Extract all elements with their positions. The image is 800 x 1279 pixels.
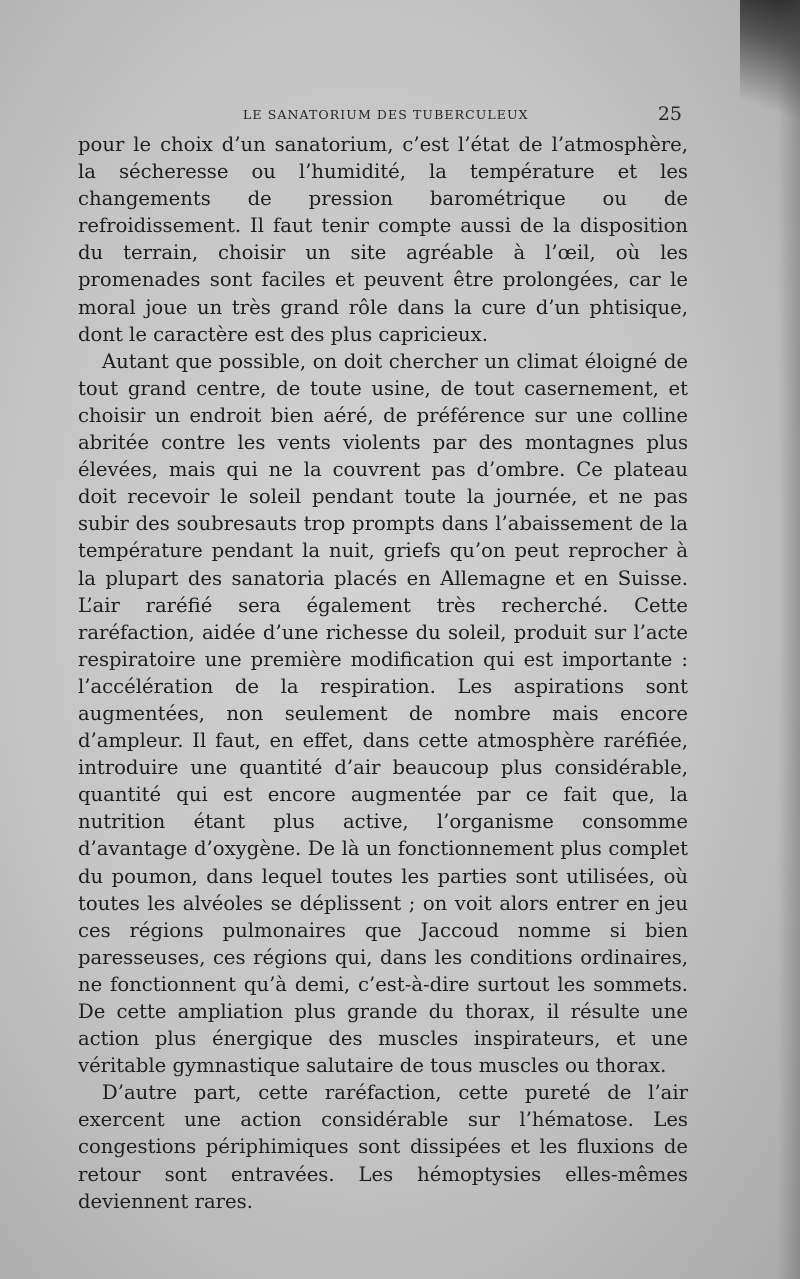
paragraph-1: pour le choix d’un sanatorium, c’est l’état de l’atmosphère, la sécheresse ou l’humidité, la température et les changements de pression barométrique ou de refroidissement. Il faut tenir compte aussi de la disposition du terrain, choisir un site agréable à l’œil, où les promenades sont faciles et peuvent être prolongées, car le moral joue un très grand rôle dans la cure d’un phtisique, dont le caractère est des plus capricieux. [78, 133, 688, 346]
page-number: 25 [657, 103, 682, 125]
running-title: LE SANATORIUM DES TUBERCULEUX [243, 107, 529, 122]
paragraph-2: Autant que possible, on doit chercher un climat éloigné de tout grand centre, de toute usine, de tout casernement, et choisir un endroit bien aéré, de préférence sur une colline abritée contre les vents violents par des montagnes plus élevées, mais qui ne la couvrent pas d’ombre. Ce plateau doit recevoir le soleil pendant toute la journée, et ne pas subir des soubresauts trop prompts dans l’abaissement de la température pendant la nuit, griefs qu’on peut reprocher à la plupart des sanatoria placés en Allemagne et en Suisse. L’air raréfié sera également très recherché. Cette raréfaction, aidée d’une richesse du soleil, produit sur l’acte respiratoire une première modification qui est importante : l’accélération de la respiration. Les aspirations sont augmentées, non seulement de nombre mais encore d’ampleur. Il faut, en effet, dans cette atmosphère raréfiée, introduire une quantité d’air beaucoup plus considérable, quantité qui est encore augmentée par ce fait que, la nutrition étant plus active, l’organisme consomme d’avantage d’oxygène. De là un fonctionnement plus complet du poumon, dans lequel toutes les parties sont utilisées, où toutes les alvéoles se déplissent ; on voit alors entrer en jeu ces régions pulmonaires que Jaccoud nomme si bien paresseuses, ces régions qui, dans les conditions ordinaires, ne fonctionnent qu’à demi, c’est-à-dire surtout les sommets. De cette ampliation plus grande du thorax, il résulte une action plus énergique des muscles inspirateurs, et une véritable gymnastique salutaire de tous muscles ou thorax. [78, 349, 688, 1078]
page-edge-shadow [778, 0, 800, 1279]
body-text [78, 131, 688, 1215]
running-head [78, 103, 682, 127]
paragraph-3: D’autre part, cette raréfaction, cette pureté de l’air exercent une action considérable sur l’hématose. Les congestions périphimiques sont dissipées et les fluxions de retour sont entravées. Les hémoptysies elles-mêmes deviennent rares. [78, 1081, 688, 1213]
